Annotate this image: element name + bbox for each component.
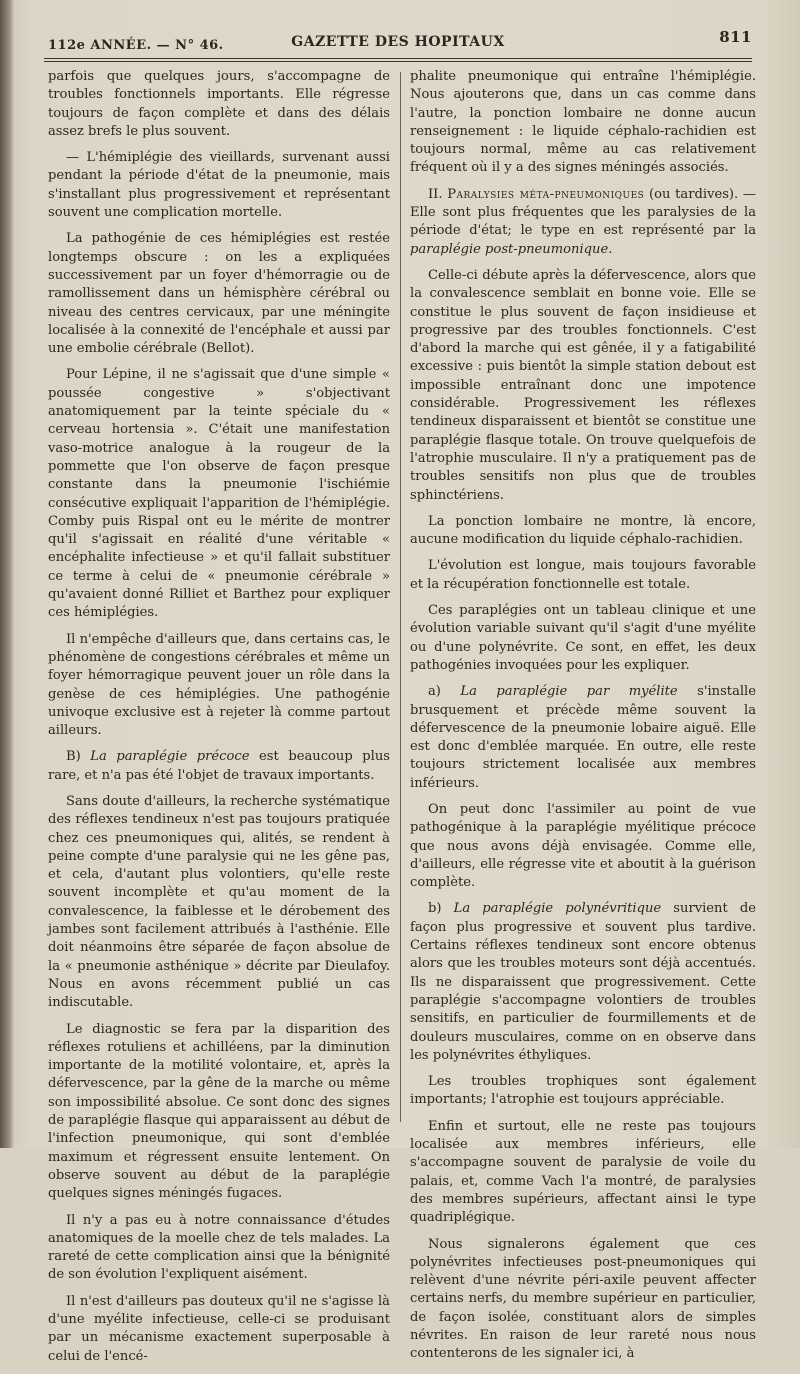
paragraph: — L'hémiplégie des vieillards, survenant aussi pendant la période d'état de la pneumonie, mais s'installant plus progressivement et représentant souvent une complication mortelle. — [48, 150, 390, 221]
section-title: La paraplégie précoce — [90, 749, 250, 765]
section-letter: B) — [66, 749, 91, 765]
section-title: La paraplégie polynévritique — [453, 901, 662, 917]
section-title: Paralysies méta-pneumoniques — [447, 186, 645, 202]
section-letter: b) — [428, 901, 454, 917]
paragraph: Pour Lépine, il ne s'agissait que d'une simple « poussée congestive » s'objectivant anatomiquement par la teinte spéciale du « cerveau hortensia ». C'était une manifestation vaso-motrice analogue à la rougeur de la pommette que l'on observe de façon presque constante dans la pneumonie l'ischiémie consécutive expliquait l'apparition de l'hémiplégie. Comby puis Rispal ont eu le mérite de montrer qu'il s'agissait en réalité d'une véritable « encéphalite infectieuse » et qu'il fallait substituer ce terme à celui de « pneumonie cérébrale » qu'avaient donné Rilliet et Barthez pour expliquer ces hémiplégies. — [48, 367, 390, 621]
paragraph: Nous signalerons également que ces polynévrites infectieuses post-pneumoniques qui relèvent d'une névrite péri-axile peuvent affecter certains nerfs, du membre supérieur en particulier, de façon isolée, constituant alors de simples névrites. En raison de leur rareté nous nous contenterons de les signaler ici, à — [410, 1236, 756, 1362]
paragraph: Enfin et surtout, elle ne reste pas toujours localisée aux membres inférieurs, elle s'accompagne souvent de paralysie de voile du palais, et, comme Vach l'a montré, de paralysies des membres supérieurs, affectant ainsi le type quadriplégique. — [410, 1118, 756, 1226]
paragraph-text: (ou tardives). — Elle sont plus fréquentes que les paralysies de la période d'état; le type en est représenté par la — [410, 186, 757, 239]
section-title: La paraplégie par myélite — [460, 684, 678, 700]
binding-edge — [0, 0, 14, 1148]
paragraph: phalite pneumonique qui entraîne l'hémiplégie. Nous ajouterons que, dans un cas comme dans l'autre, la ponction lombaire ne donne aucun renseignement : le liquide céphalo-rachidien est toujours normal, même au cas relativement fréquent où il y a des signes méningés associés. — [410, 69, 756, 176]
paragraph — [410, 186, 756, 259]
header-rule — [44, 58, 752, 59]
column-divider — [400, 72, 401, 1122]
paragraph — [410, 900, 756, 1065]
paragraph: Celle-ci débute après la défervescence, alors que la convalescence semblait en bonne voie. Elle se constitue le plus souvent de façon insidieuse et progressive par des troubles fonctionnels. C'est d'abord la marche qui est gênée, il y a fatigabilité excessive : puis bientôt la simple station debout est impossible entraînant donc une impotence considérable. Progressivement les réflexes tendineux disparaissent et bientôt se constitue une paraplégie flasque totale. On trouve quelquefois de l'atrophie musculaire. Il n'y a pratiquement pas de troubles sensitifs non plus que de troubles sphinctériens. — [410, 267, 756, 503]
italic-term: paraplégie post-pneumonique. — [410, 241, 613, 257]
paragraph-text: s'installe brusquement et précède même souvent la défervescence de la pneumonie lobaire aiguë. Elle est donc d'emblée marquée. En outre, elle reste toujours strictement localisée aux membres inférieurs. — [410, 684, 756, 791]
paragraph: Sans doute d'ailleurs, la recherche systématique des réflexes tendineux n'est pas toujours pratiquée chez ces pneumoniques qui, alités, se rendent à peine compte d'une paralysie qui ne les gêne pas, et cela, d'autant plus volontiers, qu'elle reste souvent incomplète et qu'au moment de la convalescence, la faiblesse et le dérobement des jambes sont facilement attribués à l'asthénie. Elle doit néanmoins être séparée de façon absolue de la « pneumonie asthénique » décrite par Dieulafoy. Nous en avons récemment publié un cas indiscutable. — [48, 793, 390, 1011]
paragraph: La ponction lombaire ne montre, là encore, aucune modification du liquide céphalo-rachidien. — [410, 513, 756, 548]
issue-label: 112e ANNÉE. — N° 46. — [48, 38, 224, 53]
section-letter: a) — [428, 684, 461, 700]
section-number: II. — [428, 186, 448, 202]
page-number: 811 — [719, 28, 752, 46]
paragraph: On peut donc l'assimiler au point de vue pathogénique à la paraplégie myélitique précoce que nous avons déjà envisagée. Comme elle, d'ailleurs, elle régresse vite et aboutit à la guérison complète. — [410, 801, 756, 891]
right-column — [410, 68, 756, 1372]
paragraph-text: est beaucoup plus rare, et n'a pas été l'objet de travaux importants. — [48, 749, 390, 783]
header-rule-thin — [44, 61, 752, 62]
paragraph — [48, 748, 390, 785]
paragraph: Il n'empêche d'ailleurs que, dans certains cas, le phénomène de congestions cérébrales et même un foyer hémorragique peuvent jouer un rôle dans la genèse de ces hémiplégies. Une pathogénie univoque exclusive est à rejeter là comme partout ailleurs. — [48, 631, 390, 739]
paragraph: parfois que quelques jours, s'accompagne de troubles fonctionnels importants. Elle régresse toujours de façon complète et dans des délais assez brefs le plus souvent. — [48, 69, 390, 139]
journal-title: GAZETTE DES HOPITAUX — [291, 34, 505, 50]
paragraph: Il n'y a pas eu à notre connaissance d'études anatomiques de la moelle chez de tels malades. La rareté de cette complication ainsi que la bénignité de son évolution l'expliquent aisément. — [48, 1212, 390, 1283]
paragraph: Les troubles trophiques sont également importants; l'atrophie est toujours appréciable. — [410, 1074, 756, 1108]
paragraph: Ces paraplégies ont un tableau clinique et une évolution variable suivant qu'il s'agit d'une myélite ou d'une polynévrite. Ce sont, en effet, les deux pathogénies invoquées pour les expliquer. — [410, 603, 756, 673]
left-column — [48, 68, 390, 1374]
paragraph: Il n'est d'ailleurs pas douteux qu'il ne s'agisse là d'une myélite infectieuse, celle-ci se produisant par un mécanisme exactement superposable à celui de l'encé- — [48, 1293, 390, 1364]
paragraph: L'évolution est longue, mais toujours favorable et la récupération fonctionnelle est totale. — [410, 558, 756, 592]
paragraph: La pathogénie de ces hémiplégies est restée longtemps obscure : on les a expliquées successivement par un foyer d'hémorragie ou de ramollissement dans un hémisphère cérébral ou niveau des centres cervicaux, par une méningite localisée à la connexité de l'encéphale et aussi par une embolie cérébrale (Bellot). — [48, 231, 390, 357]
page-header — [44, 28, 752, 56]
paragraph-text: survient de façon plus progressive et souvent plus tardive. Certains réflexes tendineux sont encore obtenus alors que les troubles moteurs sont déjà accentués. Ils ne disparaissent que progressivement. Cette paraplégie s'accompagne volontiers de troubles sensitifs, en particulier de fourmillements et de douleurs musculaires, comme on en observe dans les polynévrites éthyliques. — [410, 901, 756, 1063]
paragraph — [410, 683, 756, 793]
paragraph: Le diagnostic se fera par la disparition des réflexes rotuliens et achilléens, par la diminution importante de la motilité volontaire, et, après la défervescence, par la gêne de la marche ou même son impossibilité absolue. Ce sont donc des signes de paraplégie flasque qui apparaissent au début de l'infection pneumonique, qui sont d'emblée maximum et régressent ensuite lentement. On observe souvent au début de la paraplégie quelques signes méningés fugaces. — [48, 1021, 390, 1202]
